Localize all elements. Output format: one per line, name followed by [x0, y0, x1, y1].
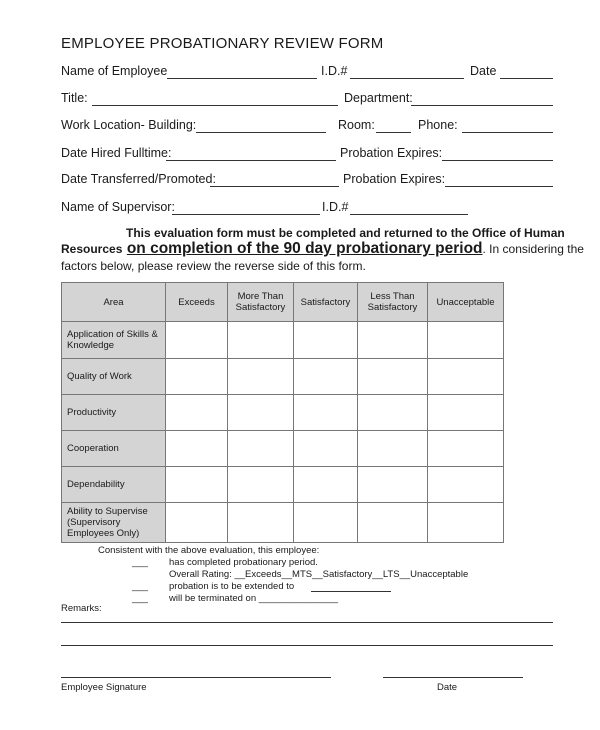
header-exceeds: Exceeds — [166, 283, 228, 322]
remarks-line-2[interactable] — [61, 645, 553, 646]
date-transferred-label: Date Transferred/Promoted: — [61, 172, 216, 186]
rating-cell[interactable] — [428, 467, 504, 503]
outcome-extended: probation is to be extended to — [169, 581, 295, 592]
rating-cell[interactable] — [228, 395, 294, 431]
rating-cell[interactable] — [428, 359, 504, 395]
rating-cell[interactable] — [358, 322, 428, 359]
remarks-label: Remarks: — [61, 603, 102, 614]
rating-cell[interactable] — [228, 322, 294, 359]
probation-expires-field[interactable] — [442, 160, 553, 161]
rating-cell[interactable] — [166, 395, 228, 431]
row-area-label: Quality of Work — [62, 359, 166, 395]
rating-cell[interactable] — [358, 467, 428, 503]
row-area-label: Ability to Supervise (Supervisory Employees Only) — [62, 503, 166, 543]
date-label: Date — [470, 64, 497, 78]
department-label: Department: — [344, 91, 413, 105]
rating-cell[interactable] — [428, 395, 504, 431]
probation-expires-label: Probation Expires: — [340, 146, 443, 160]
supervisor-field[interactable] — [172, 214, 320, 215]
rating-cell[interactable] — [358, 395, 428, 431]
instructions-emphasis: on completion of the 90 day probationary period — [126, 240, 483, 257]
table-row — [62, 503, 504, 543]
instructions-prefix: Resources — [61, 242, 123, 256]
header-more-than-satisfactory: More Than Satisfactory — [228, 283, 294, 322]
outcome-terminated: will be terminated on _______________ — [169, 593, 339, 604]
outcome-blank-3[interactable]: ___ — [132, 593, 148, 604]
instructions-line-1: This evaluation form must be completed and returned to the Office of Human — [126, 226, 565, 240]
rating-cell[interactable] — [428, 431, 504, 467]
form-title: EMPLOYEE PROBATIONARY REVIEW FORM — [61, 35, 384, 52]
room-label: Room: — [338, 118, 375, 132]
instructions-suffix: . In considering the — [482, 242, 584, 256]
rating-cell[interactable] — [294, 322, 358, 359]
evaluation-table — [61, 282, 504, 543]
name-of-employee-field[interactable] — [167, 78, 317, 79]
table-row — [62, 431, 504, 467]
phone-label: Phone: — [418, 118, 458, 132]
header-satisfactory: Satisfactory — [294, 283, 358, 322]
rating-cell[interactable] — [166, 359, 228, 395]
date-field[interactable] — [500, 78, 553, 79]
date-hired-field[interactable] — [166, 160, 336, 161]
instructions-line-2 — [61, 240, 584, 258]
rating-cell[interactable] — [294, 359, 358, 395]
rating-cell[interactable] — [428, 503, 504, 543]
rating-cell[interactable] — [228, 359, 294, 395]
row-area-label: Cooperation — [62, 431, 166, 467]
header-unacceptable: Unacceptable — [428, 283, 504, 322]
rating-cell[interactable] — [228, 503, 294, 543]
title-label: Title: — [61, 91, 88, 105]
remarks-line-1[interactable] — [61, 622, 553, 623]
table-row — [62, 467, 504, 503]
rating-cell[interactable] — [294, 503, 358, 543]
instructions-line-3: factors below, please review the reverse side of this form. — [61, 259, 366, 273]
table-row — [62, 395, 504, 431]
outcome-intro: Consistent with the above evaluation, this employee: — [98, 545, 320, 556]
supervisor-id-label: I.D.# — [322, 200, 349, 214]
name-of-employee-label: Name of Employee — [61, 64, 168, 78]
rating-cell[interactable] — [166, 431, 228, 467]
supervisor-label: Name of Supervisor: — [61, 200, 175, 214]
table-header-row — [62, 283, 504, 322]
outcome-blank-1[interactable]: ___ — [132, 557, 148, 568]
rating-cell[interactable] — [228, 431, 294, 467]
rating-cell[interactable] — [358, 431, 428, 467]
table-row — [62, 322, 504, 359]
outcome-overall-rating: Overall Rating: __Exceeds__MTS__Satisfactory__LTS__Unacceptable — [169, 569, 469, 580]
row-area-label: Dependability — [62, 467, 166, 503]
employee-id-label: I.D.# — [321, 64, 348, 78]
title-field[interactable] — [92, 105, 338, 106]
rating-cell[interactable] — [358, 503, 428, 543]
employee-signature-field[interactable] — [61, 677, 331, 678]
supervisor-id-field[interactable] — [350, 214, 468, 215]
outcome-completed: has completed probationary period. — [169, 557, 318, 568]
row-area-label: Application of Skills & Knowledge — [62, 322, 166, 359]
rating-cell[interactable] — [294, 395, 358, 431]
rating-cell[interactable] — [166, 322, 228, 359]
date-transferred-field[interactable] — [210, 186, 339, 187]
rating-cell[interactable] — [228, 467, 294, 503]
work-location-field[interactable] — [196, 132, 326, 133]
rating-cell[interactable] — [294, 467, 358, 503]
employee-id-field[interactable] — [350, 78, 464, 79]
date-hired-label: Date Hired Fulltime: — [61, 146, 172, 160]
table-row — [62, 359, 504, 395]
work-location-label: Work Location- Building: — [61, 118, 197, 132]
employee-signature-label: Employee Signature — [61, 682, 147, 693]
header-less-than-satisfactory: Less Than Satisfactory — [358, 283, 428, 322]
probation-expires-2-field[interactable] — [445, 186, 553, 187]
outcome-blank-2[interactable]: ___ — [132, 581, 148, 592]
signature-date-label: Date — [437, 682, 458, 693]
signature-date-field[interactable] — [383, 677, 523, 678]
rating-cell[interactable] — [166, 467, 228, 503]
rating-cell[interactable] — [294, 431, 358, 467]
row-area-label: Productivity — [62, 395, 166, 431]
rating-cell[interactable] — [358, 359, 428, 395]
room-field[interactable] — [376, 132, 411, 133]
department-field[interactable] — [411, 105, 553, 106]
header-area: Area — [62, 283, 166, 322]
rating-cell[interactable] — [166, 503, 228, 543]
phone-field[interactable] — [462, 132, 553, 133]
extended-date-field[interactable] — [311, 591, 391, 592]
probation-expires-2-label: Probation Expires: — [343, 172, 446, 186]
rating-cell[interactable] — [428, 322, 504, 359]
